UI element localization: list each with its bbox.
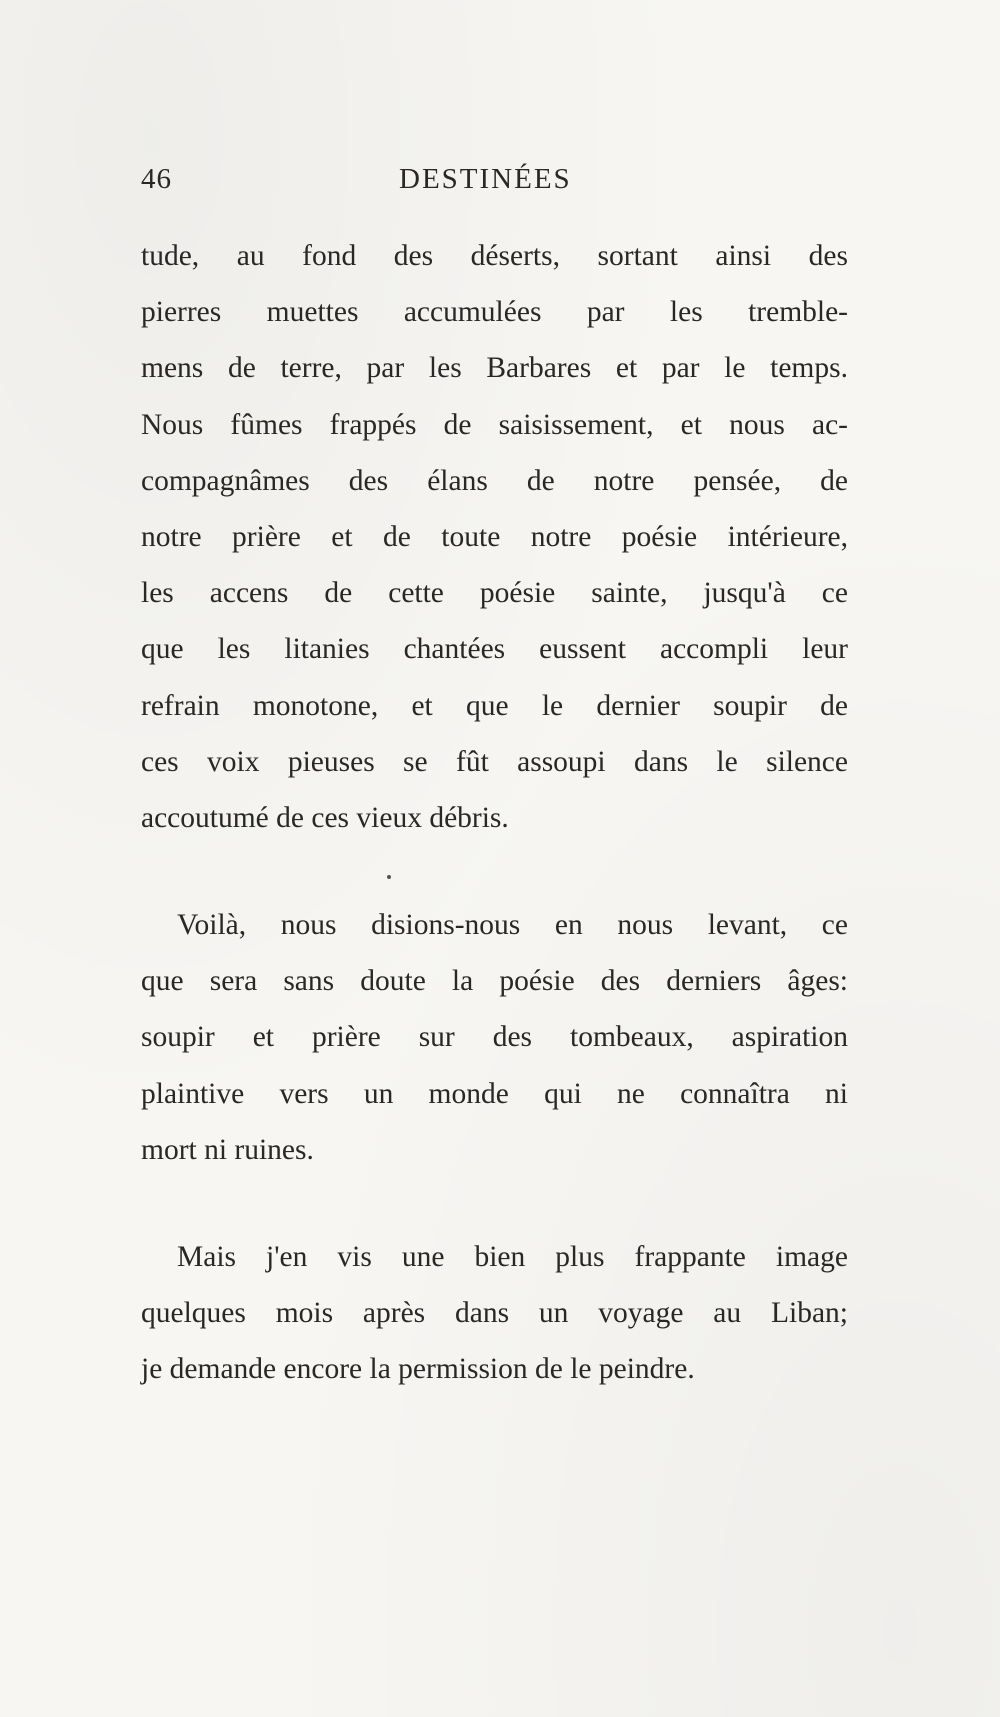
- text-line: mort ni ruines.: [141, 1133, 314, 1166]
- ink-speck: [387, 875, 391, 879]
- running-title: DESTINÉES: [399, 163, 572, 195]
- paragraph-gap: [141, 1178, 848, 1229]
- text-line: soupir et prière sur des tombeaux, aspiration: [141, 1021, 848, 1054]
- text-line: mens de terre, par les Barbares et par le temps.: [141, 352, 848, 385]
- text-line: quelques mois après dans un voyage au Liban;: [141, 1297, 848, 1330]
- text-line: que sera sans doute la poésie des derniers âges:: [141, 965, 848, 998]
- text-line: les accens de cette poésie sainte, jusqu'à ce: [141, 577, 848, 610]
- text-line: accoutumé de ces vieux débris.: [141, 801, 509, 834]
- text-line: je demande encore la permission de le peindre.: [141, 1353, 695, 1386]
- text-line: ces voix pieuses se fût assoupi dans le silence: [141, 745, 848, 778]
- paragraph-1: [141, 228, 848, 846]
- text-line: Nous fûmes frappés de saisissement, et nous ac-: [141, 408, 848, 441]
- paragraph-3: [141, 1229, 848, 1398]
- body-text: [141, 228, 848, 1398]
- text-line: refrain monotone, et que le dernier soupir de: [141, 689, 848, 722]
- page-header: [141, 163, 851, 203]
- text-line: Voilà, nous disions-nous en nous levant, ce: [177, 909, 848, 942]
- text-line: que les litanies chantées eussent accompli leur: [141, 633, 848, 666]
- text-line: Mais j'en vis une bien plus frappante image: [177, 1241, 848, 1273]
- page-number: 46: [141, 163, 172, 195]
- text-line: compagnâmes des élans de notre pensée, de: [141, 464, 848, 497]
- text-line: plaintive vers un monde qui ne connaîtra ni: [141, 1077, 848, 1110]
- text-line: tude, au fond des déserts, sortant ainsi des: [141, 240, 848, 272]
- text-line: notre prière et de toute notre poésie intérieure,: [141, 520, 848, 553]
- paragraph-2: [141, 897, 848, 1178]
- text-line: pierres muettes accumulées par les tremble-: [141, 296, 848, 329]
- paragraph-gap: [141, 846, 848, 897]
